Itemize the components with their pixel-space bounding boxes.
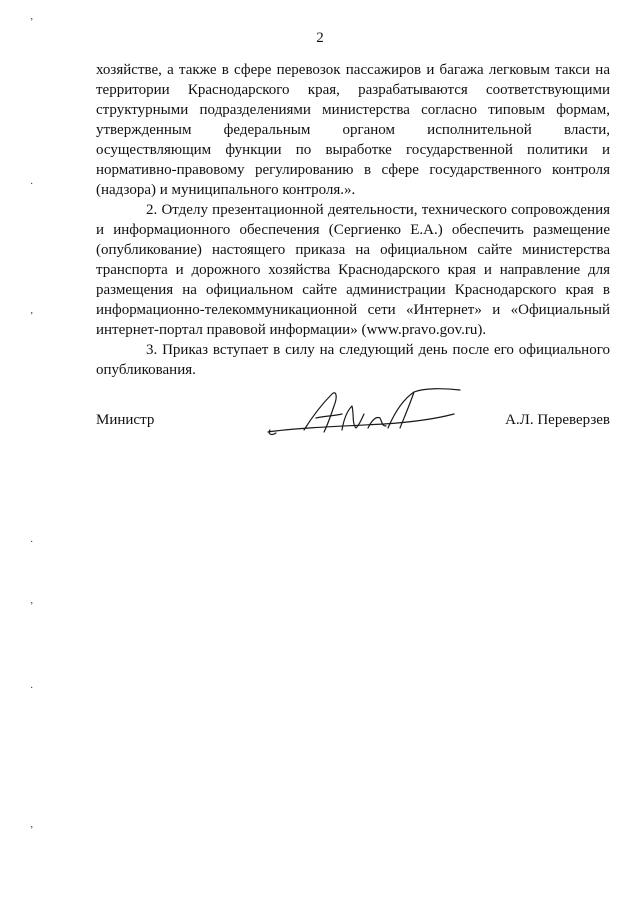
paragraph-2: 2. Отделу презентационной деятельности, технического сопровождения и информационного обеспечения (Сергиенко Е.А.) обеспечить размещение (опубликование) настоящего приказа на официальном сайте министерства транспорта и дорожного хозяйства Краснодарского края и направление для размещения на официальном сайте администрации Краснодарского края в информационно-телекоммуникационной сети «Интернет» и «Официальный интернет-портал правовой информации» (www.pravo.gov.ru).: [96, 202, 610, 338]
margin-mark: ʼ: [30, 311, 34, 322]
margin-mark: ʼ: [30, 825, 34, 836]
margin-mark: ·: [30, 179, 34, 190]
document-body: [96, 60, 610, 380]
margin-mark: ʼ: [30, 601, 34, 612]
signer-role: Министр: [96, 412, 155, 428]
signer-name: А.Л. Переверзев: [505, 412, 610, 428]
margin-mark: ·: [30, 537, 34, 548]
margin-mark: ·: [30, 683, 34, 694]
margin-mark: ʼ: [30, 17, 34, 28]
signature-block: [96, 412, 610, 442]
paragraph-continuation: хозяйстве, а также в сфере перевозок пассажиров и багажа легковым такси на территории Краснодарского края, разрабатываются соответствующими структурными подразделениями министерства согласно типовым формам, утвержденным федеральным органом исполнительной власти, осуществляющим функции по выработке государственной политики и нормативно-правовому регулированию в сфере государственного контроля (надзора) и муниципального контроля.».: [96, 62, 610, 198]
page-number: 2: [316, 30, 324, 46]
paragraph-3: 3. Приказ вступает в силу на следующий день после его официального опубликования.: [96, 342, 610, 378]
